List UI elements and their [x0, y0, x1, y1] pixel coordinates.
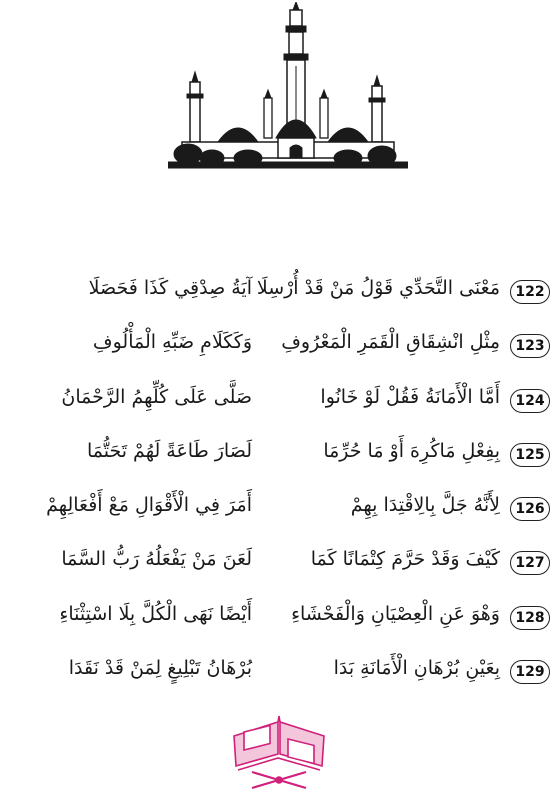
verse-number-badge: 127: [510, 551, 550, 575]
mosque-illustration: [168, 2, 408, 180]
verse-row: [20, 479, 548, 533]
verse-number-badge: 129: [510, 660, 550, 684]
verse-second-hemistich: صَلَّى عَلَى كُلِّهِمُ الرَّحْمَانُ: [61, 385, 252, 408]
verse-first-hemistich: كَيْفَ وَقَدْ حَرَّمَ كِتْمَانًا كَمَا: [310, 548, 500, 571]
verse-first-hemistich: بِعَيْنِ بُرْهَانِ الْأَمَانَةِ بَدَا: [333, 657, 500, 680]
verse-first-hemistich: أَمَّا الْأَمَانَةُ فَقُلْ لَوْ خَانُوا: [320, 385, 500, 408]
verse-second-hemistich: أَمَرَ فِي الْأَقْوَالِ مَعْ أَفْعَالِهِمْ: [46, 494, 252, 517]
verse-second-hemistich: لَصَارَ طَاعَةً لَهُمْ تَحَتُّمَا: [86, 439, 252, 462]
verse-second-hemistich: وَكَكَلَامِ ضَبِّهِ الْمَأْلُوفِ: [92, 331, 252, 354]
verse-number-badge: 123: [510, 334, 550, 358]
verse-second-hemistich: لَعَنَ مَنْ يَفْعَلُهُ رَبُّ السَّمَا: [61, 548, 252, 571]
verse-number-badge: 122: [510, 280, 550, 304]
verse-number-badge: 124: [510, 389, 550, 413]
verse-second-hemistich: آيَةُ صِدْقِي كَذَا فَحَصَلَا: [88, 277, 252, 299]
verse-first-hemistich: لِأَنَّهُ جَلَّ بِالِاقْتِدَا بِهِمْ: [350, 494, 500, 517]
verse-row: [20, 371, 548, 425]
verses-list: [20, 262, 548, 696]
verse-row: [20, 316, 548, 370]
verse-number-badge: 126: [510, 497, 550, 521]
verse-second-hemistich: أَيْضًا نَهَى الْكُلَّ بِلَا اسْتِثْنَاءِ: [59, 602, 252, 625]
verse-number-badge: 128: [510, 606, 550, 630]
verse-first-hemistich: وَهْوَ عَنِ الْعِصْيَانِ وَالْفَحْشَاءِ: [291, 602, 500, 625]
verse-row: [20, 533, 548, 587]
verse-first-hemistich: مَعْنَى التَّحَدِّي قَوْلُ مَنْ قَدْ أُرْسِلَا: [256, 277, 500, 299]
verse-row: [20, 262, 548, 316]
verse-row: [20, 642, 548, 696]
verse-row: [20, 425, 548, 479]
verse-number-badge: 125: [510, 443, 550, 467]
verse-first-hemistich: مِثْلِ انْشِقَاقِ الْقَمَرِ الْمَعْرُوفِ: [281, 331, 500, 354]
verse-row: [20, 588, 548, 642]
verse-second-hemistich: بُرْهَانُ تَبْلِيغٍ لِمَنْ قَدْ نَقَدَا: [68, 657, 252, 680]
quran-stand-ornament: [228, 714, 330, 792]
verse-first-hemistich: بِفِعْلِ مَاكُرِهَ أَوْ مَا حُرِّمَا: [323, 439, 500, 462]
